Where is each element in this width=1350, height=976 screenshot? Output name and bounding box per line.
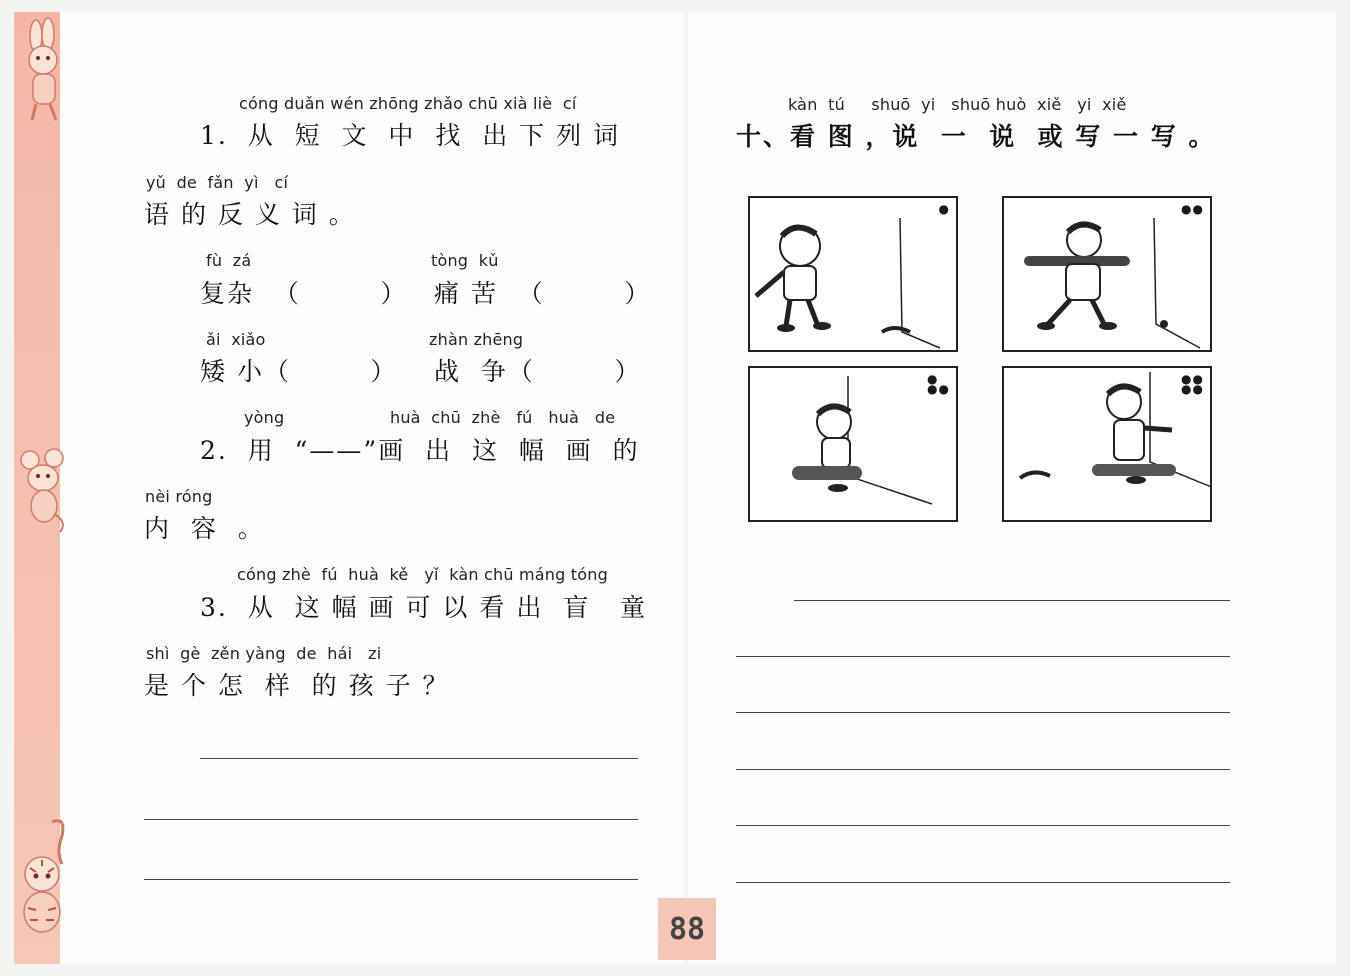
q3-question-line1: 3. 从 这 幅 画 可 以 看 出 盲 童 (200, 593, 648, 622)
picture-panel-2 (1002, 196, 1212, 352)
q2-question-line1: 2. 用 “——”画 出 这 幅 画 的 (200, 436, 640, 465)
page-number: 88 (658, 898, 716, 960)
section10-title: 十、看 图 ，说 一 说 或 写 一 写 。 (736, 122, 1216, 151)
writing-line[interactable] (794, 600, 1230, 601)
q3-pinyin-line2: shì gè zěn yàng de hái zi (146, 644, 382, 663)
boy-crouching-illustration (750, 368, 956, 520)
q2-question-line2: 内 容 。 (144, 514, 265, 543)
q2-pinyin-line1b: huà chū zhè fú huà de (390, 408, 616, 427)
antonym-pinyin: fù zá (206, 251, 252, 270)
q1-pinyin-line1: cóng duǎn wén zhōng zhǎo chū xià liè cí (239, 94, 577, 113)
writing-line[interactable] (736, 712, 1230, 713)
writing-line[interactable] (736, 882, 1230, 883)
antonym-pinyin: ǎi xiǎo (206, 330, 266, 349)
antonym-pinyin: zhàn zhēng (429, 330, 524, 349)
antonym-word: 复杂 （ ） (200, 279, 408, 308)
section10-pinyin: kàn tú shuō yi shuō huò xiě yi xiě (788, 95, 1127, 114)
q1-question-line1: 1. 从 短 文 中 找 出 下 列 词 (200, 121, 621, 150)
antonym-word: 战 争（ ） (434, 357, 642, 386)
boy-moved-log-illustration (1004, 368, 1210, 520)
picture-panel-3 (748, 366, 958, 522)
writing-line[interactable] (736, 769, 1230, 770)
q3-pinyin-line1: cóng zhè fú huà kě yǐ kàn chū máng tóng (237, 565, 608, 584)
writing-line[interactable] (736, 825, 1230, 826)
rabbit-illustration (16, 16, 70, 126)
q2-pinyin-line2: nèi róng (145, 487, 213, 506)
picture-panel-4 (1002, 366, 1212, 522)
answer-line[interactable] (144, 879, 638, 880)
answer-line[interactable] (144, 819, 638, 820)
q1-question-line2: 语 的 反 义 词 。 (144, 200, 356, 229)
tiger-illustration (16, 812, 70, 942)
antonym-pinyin: tòng kǔ (431, 251, 499, 270)
left-page (14, 12, 684, 964)
mouse-illustration (16, 444, 70, 536)
answer-line[interactable] (200, 758, 638, 759)
panel-dot-marker: ● ●● (927, 372, 950, 396)
q2-pinyin-line1a: yòng (244, 408, 285, 427)
q1-pinyin-line2: yǔ de fǎn yì cí (146, 173, 289, 192)
writing-line[interactable] (736, 656, 1230, 657)
antonym-word: 痛 苦 （ ） (434, 279, 652, 308)
boy-carrying-log-illustration (1004, 198, 1210, 350)
q3-question-line2: 是 个 怎 样 的 孩 子 ？ (144, 671, 450, 700)
boy-walking-illustration (750, 198, 956, 350)
panel-dot-marker: ● (938, 202, 950, 216)
panel-dot-marker: ●● ●● (1181, 372, 1204, 396)
picture-panel-1 (748, 196, 958, 352)
antonym-word: 矮 小（ ） (200, 357, 398, 386)
panel-dot-marker: ●● (1181, 202, 1204, 216)
